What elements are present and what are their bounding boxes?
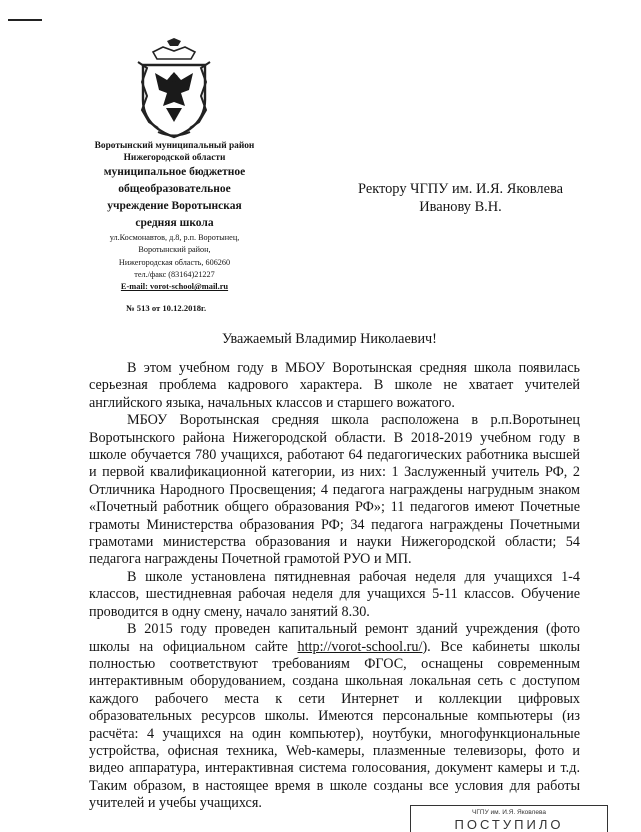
received-stamp [410,805,608,832]
school-name-line-3: учреждение Воротынская [107,200,242,212]
paragraph-3: В школе установлена пятидневная рабочая неделя для учащихся 1-4 классов, шестидневная рабочая неделя для учащихся 5-11 классов. Обучение проводится в одну смену, начало занятий 8.30. [89,568,580,620]
paragraph-4-start: В 2015 году проведен капитальный ремонт зданий учреждения (фото школы на официальном сайте [89,621,580,655]
email-link[interactable]: E-mail: vorot-school@mail.ru [120,282,229,292]
school-name-line-1: муниципальное бюджетное [103,166,246,178]
paragraph-4 [89,621,580,812]
address-line-3: Нижегородская область, 606260 [118,257,231,267]
stamp-received-label: ПОСТУПИЛО [454,817,564,832]
addressee-block [348,180,573,216]
paragraph-2: МБОУ Воротынская средняя школа расположена в р.п.Воротынец Воротынского района Нижегородской области. В 2018-2019 учебном году в школе обучается 780 учащихся, работают 64 педагогических работника высшей и первой квалификационной категории, из них: 1 Заслуженный учитель РФ, 2 Отличника Народного Просвещения; 4 педагога награждены нагрудным знаком «Почетный работник общего образования РФ»; 11 педагогов имеют Почетные грамоты Министерства образования РФ; 34 педагога награждены Почетными грамотами министерства образования и науки Нижегородской области; 54 педагога награждены Почетной грамотой РУО и МП. [89,412,580,568]
corner-mark [8,19,42,21]
school-name-line-2: общеобразовательное [118,183,231,195]
stamp-university: ЧГПУ им. И.Я. Яковлева [472,809,546,816]
address-line-2: Воротынский район, [138,245,211,255]
region-name: Нижегородской области [123,153,226,163]
greeting: Уважаемый Владимир Николаевич! [222,331,437,347]
school-website-link[interactable]: http://vorot-school.ru/ [297,638,423,655]
school-name-line-4: средняя школа [135,217,214,229]
addressee-line-2: Иванову В.Н. [419,199,502,215]
document-number: № 513 от 10.12.2018г. [126,303,207,313]
coat-of-arms-icon [133,38,215,140]
address-line-1: ул.Космонавтов, д.8, р.п. Воротынец, [109,233,240,242]
district-name: Воротынский муниципальный район [94,141,255,151]
sender-block [72,140,277,293]
paragraph-1: В этом учебном году в МБОУ Воротынская средняя школа появилась серьезная проблема кадрового характера. В школе не хватает учителей английского языка, начальных классов и старшего вожатого. [89,360,580,411]
addressee-line-1: Ректору ЧГПУ им. И.Я. Яковлева [358,181,563,197]
letter-body [89,360,580,813]
paragraph-4-end: ). Все кабинеты школы полностью соответствуют требованиям ФГОС, оснащены современным интерактивным оборудованием, создана школьная локальная сеть с доступом каждого рабочего места к сети Интернет и коллекции цифровых образовательных ресурсов школы. Имеются персональные компьютеры (из расчёта: 4 учащихся на один компьютер), ноутбуки, многофункциональные устройства, офисная техника, Web-камеры, плазменные телевизоры, фото и видео аппаратура, интерактивная система голосования, документ камеры и т.д. Таким образом, в настоящее время в школе созданы все условия для работы учителей и учебы учащихся. [89,638,580,812]
phone-line: тел./факс (83164)21227 [134,269,215,279]
